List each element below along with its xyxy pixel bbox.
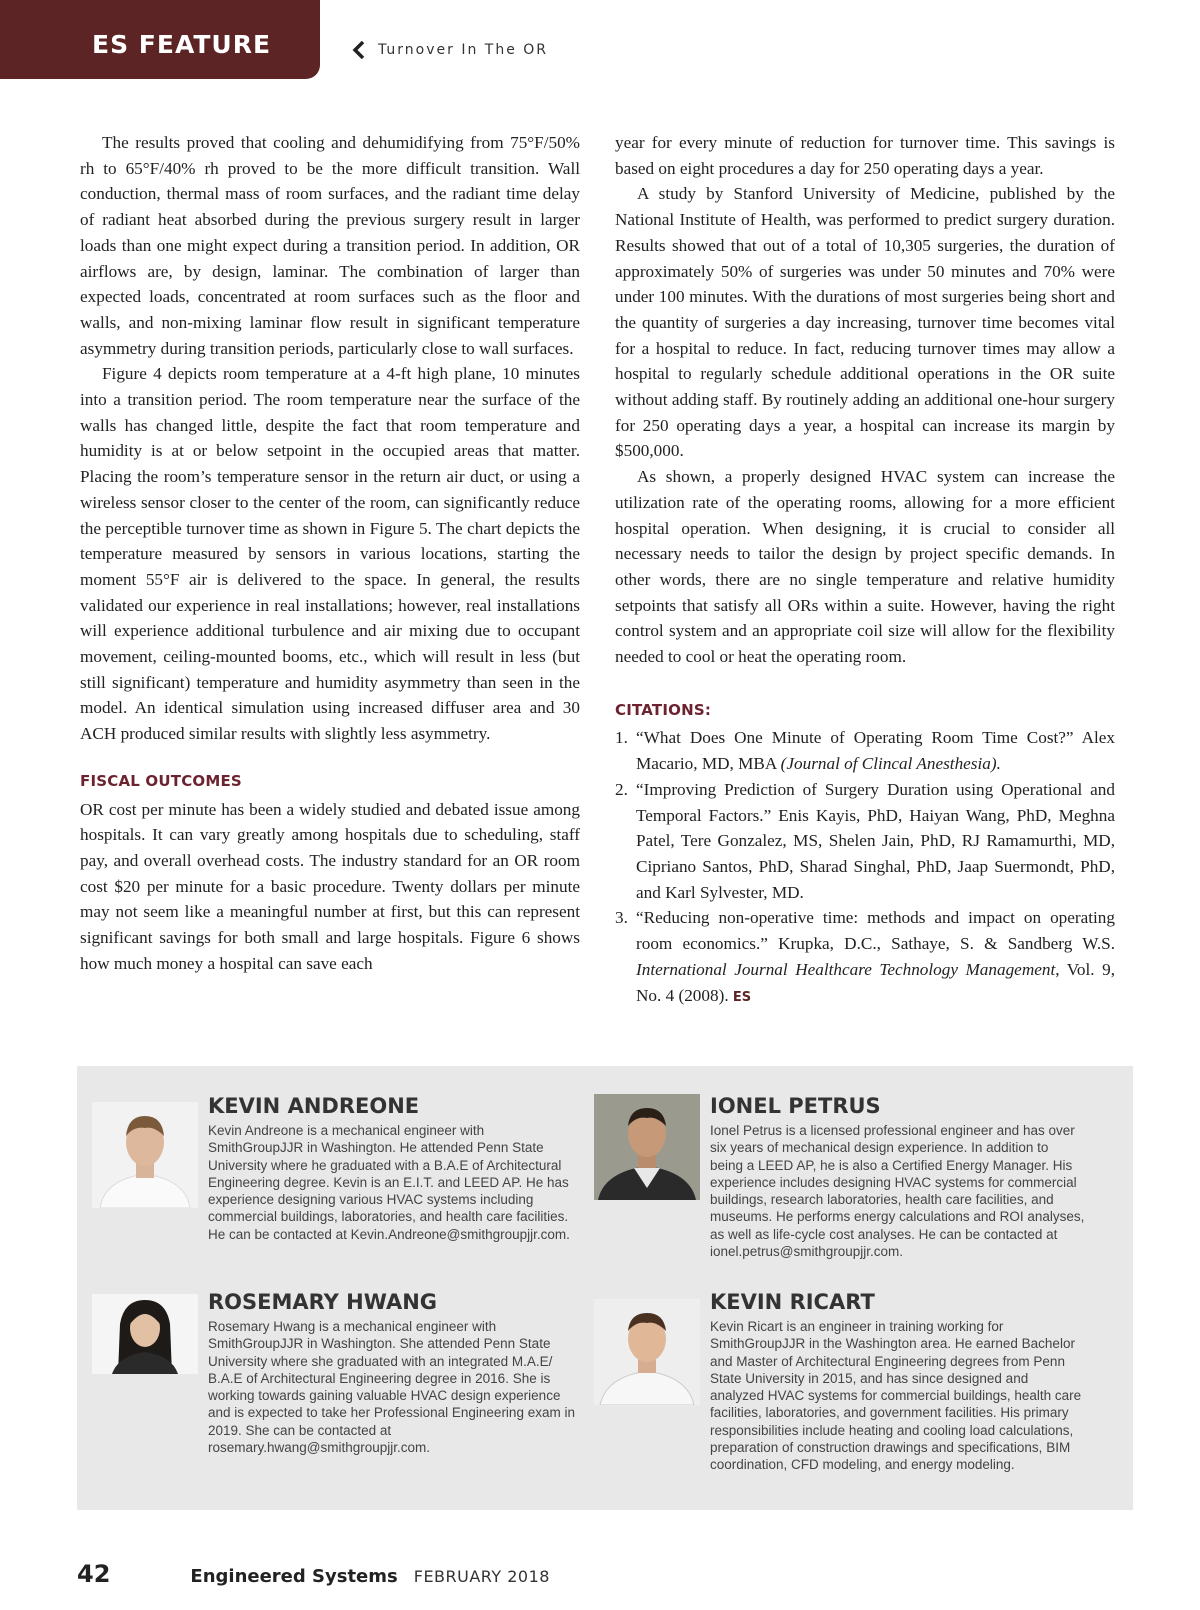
author-name: ROSEMARY HWANG	[208, 1290, 438, 1314]
author-photo	[594, 1094, 700, 1200]
author-bio: Rosemary Hwang is a mechanical engineer with SmithGroupJJR in Washington. She attended Penn State University where she graduated with an integrated M.A.E/ B.A.E of Architectural Engineering degree in 2016. She is working towards gaining valuable HVAC design experience and is expected to take her Professional Engineering exam in 2019. She can be contacted at rosemary.hwang@smithgroupjjr.com.	[208, 1319, 575, 1456]
paragraph: The results proved that cooling and dehumidifying from 75°F/50% rh to 65°F/40% rh proved to be the more difficult transition. Wall conduction, thermal mass of room surfaces, and the radiant time delay of radiant heat absorbed during the previous surgery result in larger loads than one might expect during a transition period. In addition, OR airflows are, by design, laminar. The combination of larger than expected loads, concentrated at room surfaces such as the floor and walls, and non-mixing laminar flow result in significant temperature asymmetry during transition periods, particularly close to wall surfaces.	[80, 133, 580, 358]
author-photo	[92, 1102, 198, 1208]
breadcrumb[interactable]	[352, 41, 548, 59]
author-photo	[594, 1299, 700, 1405]
author-name: KEVIN ANDREONE	[208, 1094, 420, 1118]
breadcrumb-label: Turnover In The OR	[378, 42, 549, 58]
paragraph: As shown, a properly designed HVAC system can increase the utilization rate of the operating rooms, allowing for a more efficient hospital operation. When designing, it is crucial to consider all necessary needs to tailor the design by project specific demands. In other words, there are no single temperature and relative humidity setpoints that satisfy all ORs within a suite. However, having the right control system and an appropriate coil size will allow for the flexibility needed to cool or heat the operating room.	[615, 467, 1115, 667]
citation-item: 3. “Reducing non-operative time: methods and impact on operating room economics.” Krupka, D.C., Sathaye, S. & Sandberg W.S. International Journal Healthcare Technology Management, Vol. 9, No. 4 (2008). ES	[615, 908, 1115, 1005]
citation-item: 1. “What Does One Minute of Operating Room Time Cost?” Alex Macario, MD, MBA (Journal of Clincal Anesthesia).	[615, 728, 1115, 774]
paragraph: OR cost per minute has been a widely studied and debated issue among hospitals. It can vary greatly among hospitals due to scheduling, staff pay, and overall overhead costs. The industry standard for an OR room cost $20 per minute for a basic procedure. Twenty dollars per minute may not seem like a meaningful number at first, but this can represent significant savings for both small and large hospitals. Figure 6 shows how much money a hospital can save each	[80, 799, 580, 973]
author-bio: Kevin Andreone is a mechanical engineer with SmithGroupJJR in Washington. He attended Penn State University where he graduated with a B.A.E of Architectural Engineering degree. Kevin is an E.I.T. and LEED AP. He has experience designing various HVAC systems including commercial buildings, laboratories, and health care facilities. He can be contacted at Kevin.Andreone@smithgroupjjr.com.	[208, 1123, 570, 1242]
issue-date: FEBRUARY 2018	[413, 1567, 550, 1586]
article-column-left	[80, 130, 580, 977]
citation-item: 2. “Improving Prediction of Surgery Duration using Operational and Temporal Factors.” Enis Kayis, PhD, Haiyan Wang, PhD, Meghna Patel, Tere Gonzalez, MS, Shelen Jain, PhD, RJ Ramamurthi, MD, Cipriano Santos, PhD, Sharad Singhal, PhD, Jaap Suermondt, PhD, and Karl Sylvester, MD.	[615, 779, 1115, 902]
author-name: IONEL PETRUS	[710, 1094, 881, 1118]
author-bio: Kevin Ricart is an engineer in training working for SmithGroupJJR in the Washington area. He earned Bachelor and Master of Architectural Engineering degrees from Penn State University in 2015, and has since designed and analyzed HVAC systems for commercial buildings, health care facilities, laboratories, and government facilities. His primary responsibilities include heating and cooling load calculations, preparation of construction drawings and specifications, BIM coordination, CFD modeling, and energy modeling.	[710, 1319, 1082, 1473]
page-footer	[77, 1560, 550, 1588]
citations-list	[615, 725, 1115, 1010]
author-photo	[92, 1294, 198, 1374]
section-heading-fiscal: FISCAL OUTCOMES	[80, 771, 242, 790]
section-label: ES FEATURE	[92, 30, 272, 59]
article-column-right	[615, 130, 1115, 1010]
paragraph: Figure 4 depicts room temperature at a 4-ft high plane, 10 minutes into a transition period. The room temperature near the surface of the walls has changed little, despite the fact that room temperature and humidity is at or below setpoint in the occupied areas that matter. Placing the room’s temperature sensor in the return air duct, or using a wireless sensor closer to the center of the room, can significantly reduce the perceptible turnover time as shown in Figure 5. The chart depicts the temperature measured by sensors in various locations, starting the moment 55°F air is delivered to the space. In general, the results validated our experience in real installations; however, real installations will experience additional turbulence and air mixing due to occupant movement, ceiling-mounted booms, etc., which will result in less (but still significant) temperature and humidity asymmetry than seen in the model. An identical simulation using increased diffuser area and 30 ACH produced similar results with slightly less asymmetry.	[80, 364, 580, 744]
paragraph: A study by Stanford University of Medicine, published by the National Institute of Health, was performed to predict surgery duration. Results showed that out of a total of 10,305 surgeries, the duration of approximately 50% of surgeries was under 50 minutes and 70% were under 100 minutes. With the durations of most surgeries being short and the quantity of surgeries a day increasing, turnover time becomes vital for a hospital to reduce. In fact, reducing turnover times may allow a hospital to regularly schedule additional operations in the OR suite without adding staff. By routinely adding an additional one-hour surgery for 250 operating days a year, a hospital can increase its margin by $500,000.	[615, 184, 1115, 461]
section-tab	[0, 0, 320, 79]
author-name: KEVIN RICART	[710, 1290, 875, 1314]
author-bio: Ionel Petrus is a licensed professional engineer and has over six years of mechanical design experience. In addition to being a LEED AP, he is also a Certified Energy Manager. His experience includes designing HVAC systems for commercial buildings, research laboratories, health care facilities, and museums. He performs energy calculations and ROI analyses, as well as life-cycle cost analyses. He can be contacted at ionel.petrus@smithgroupjjr.com.	[710, 1123, 1085, 1260]
es-end-mark: ES	[732, 989, 752, 1005]
paragraph: year for every minute of reduction for turnover time. This savings is based on eight procedures a day for 250 operating days a year.	[615, 133, 1115, 178]
author-bios-box	[77, 1066, 1133, 1510]
magazine-title: Engineered Systems	[190, 1566, 398, 1587]
chevron-left-icon	[352, 41, 366, 59]
page-number: 42	[77, 1560, 111, 1588]
section-heading-citations: CITATIONS:	[615, 700, 712, 719]
